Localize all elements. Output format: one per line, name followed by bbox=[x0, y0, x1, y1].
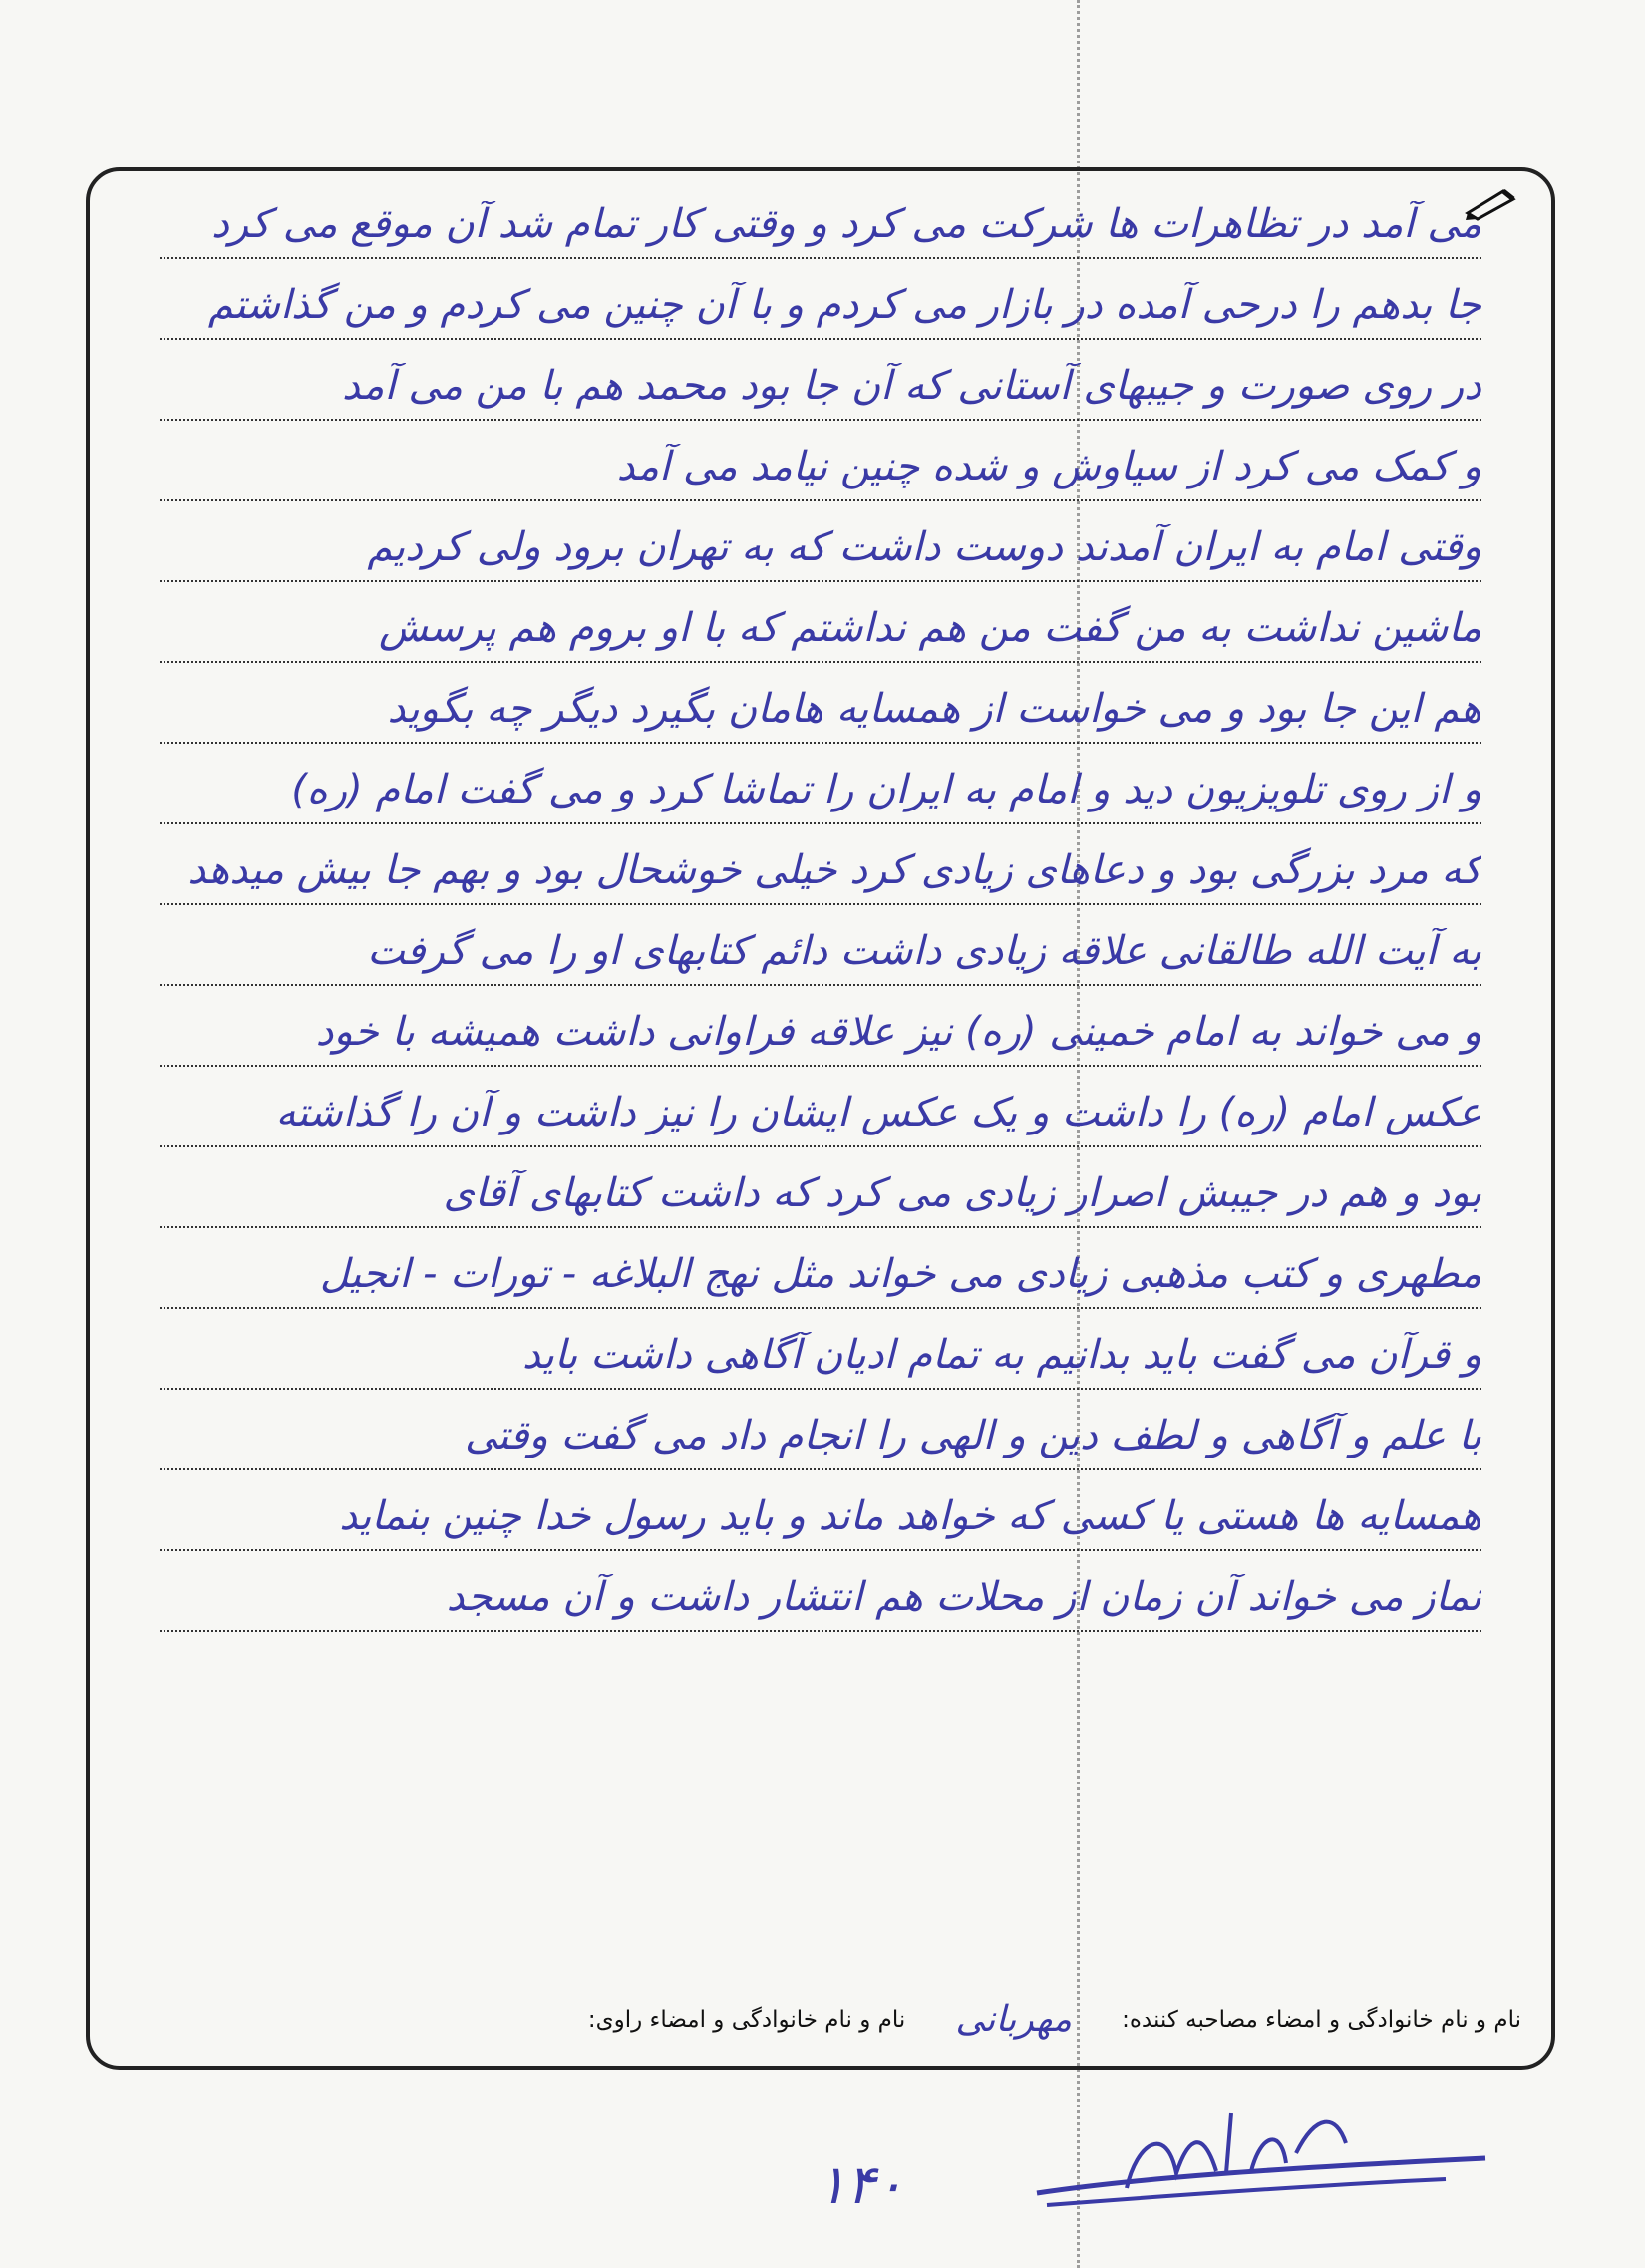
ruled-line bbox=[160, 419, 1481, 421]
ruled-line bbox=[160, 1065, 1481, 1067]
ruled-line bbox=[160, 822, 1481, 824]
handwritten-line: با علم و آگاهی و لطف دین و الهی را انجام داد می گفت وقتی bbox=[464, 1413, 1481, 1458]
page-number: ۱۴۰ bbox=[818, 2153, 905, 2216]
ruled-line bbox=[160, 661, 1481, 663]
ruled-line bbox=[160, 742, 1481, 744]
interviewer-label: نام و نام خانوادگی و امضاء مصاحبه کننده: bbox=[1122, 2006, 1521, 2033]
ruled-line bbox=[160, 1388, 1481, 1390]
interviewer-signature: مهربانی bbox=[955, 1999, 1073, 2040]
handwritten-line: و کمک می کرد از سیاوش و شده چنین نیامد می آمد bbox=[616, 444, 1481, 489]
handwritten-line: به آیت الله طالقانی علاقه زیادی داشت دائم کتابهای او را می گرفت bbox=[367, 928, 1481, 974]
handwritten-line: ماشین نداشت به من گفت من هم نداشتم که با او بروم هم پرسش bbox=[379, 605, 1481, 651]
ruled-line bbox=[160, 1468, 1481, 1470]
handwritten-line: در روی صورت و جیبهای آستانی که آن جا بود محمد هم با من می آمد bbox=[342, 363, 1481, 409]
ruled-line bbox=[160, 984, 1481, 986]
ruled-line bbox=[160, 1549, 1481, 1551]
handwritten-line: و می خواند به امام خمینی (ره) نیز علاقه فراوانی داشت همیشه با خود bbox=[315, 1009, 1481, 1055]
handwritten-line: جا بدهم را درحی آمده در بازار می کردم و با آن چنین می کردم و من گذاشتم bbox=[207, 282, 1481, 328]
handwritten-text-area bbox=[160, 171, 1481, 2066]
handwritten-line: و قرآن می گفت باید بدانیم به تمام ادیان آگاهی داشت باید bbox=[521, 1332, 1481, 1378]
handwritten-line: که مرد بزرگی بود و دعاهای زیادی کرد خیلی خوشحال بود و بهم جا بیش میدهد bbox=[187, 847, 1481, 893]
handwritten-line: می آمد در تظاهرات ها شرکت می کرد و وقتی کار تمام شد آن موقع می کرد bbox=[211, 201, 1481, 247]
ruled-line bbox=[160, 1630, 1481, 1632]
handwritten-line: مطهری و کتب مذهبی زیادی می خواند مثل نهج البلاغه - تورات - انجیل bbox=[319, 1251, 1481, 1297]
handwritten-line: و از روی تلویزیون دید و امام به ایران را تماشا کرد و می گفت امام (ره) bbox=[291, 767, 1481, 812]
ruled-line bbox=[160, 1307, 1481, 1309]
handwritten-signature bbox=[1017, 2084, 1515, 2233]
handwritten-line: همسایه ها هستی یا کسی که خواهد ماند و باید رسول خدا چنین بنماید bbox=[339, 1493, 1481, 1539]
narrator-label: نام و نام خانوادگی و امضاء راوی: bbox=[587, 2006, 906, 2033]
ruled-line bbox=[160, 1226, 1481, 1228]
ruled-line bbox=[160, 257, 1481, 259]
handwritten-line: بود و هم در جیبش اصرار زیادی می کرد که داشت کتابهای آقای bbox=[443, 1170, 1481, 1216]
handwritten-line: هم این جا بود و می خواست از همسایه هامان بگیرد دیگر چه بگوید bbox=[387, 686, 1481, 732]
ruled-line bbox=[160, 1145, 1481, 1147]
handwritten-line: نماز می خواند آن زمان از محلات هم انتشار داشت و آن مسجد bbox=[446, 1574, 1481, 1620]
handwritten-line: وقتی امام به ایران آمدند دوست داشت که به تهران برود ولی کردیم bbox=[367, 524, 1481, 570]
ruled-line bbox=[160, 903, 1481, 905]
ruled-line bbox=[160, 499, 1481, 501]
signature-footer bbox=[120, 1999, 1521, 2040]
document-frame bbox=[86, 167, 1555, 2070]
ruled-line bbox=[160, 580, 1481, 582]
ruled-line bbox=[160, 338, 1481, 340]
handwritten-line: عکس امام (ره) را داشت و یک عکس ایشان را نیز داشت و آن را گذاشته bbox=[275, 1090, 1481, 1135]
